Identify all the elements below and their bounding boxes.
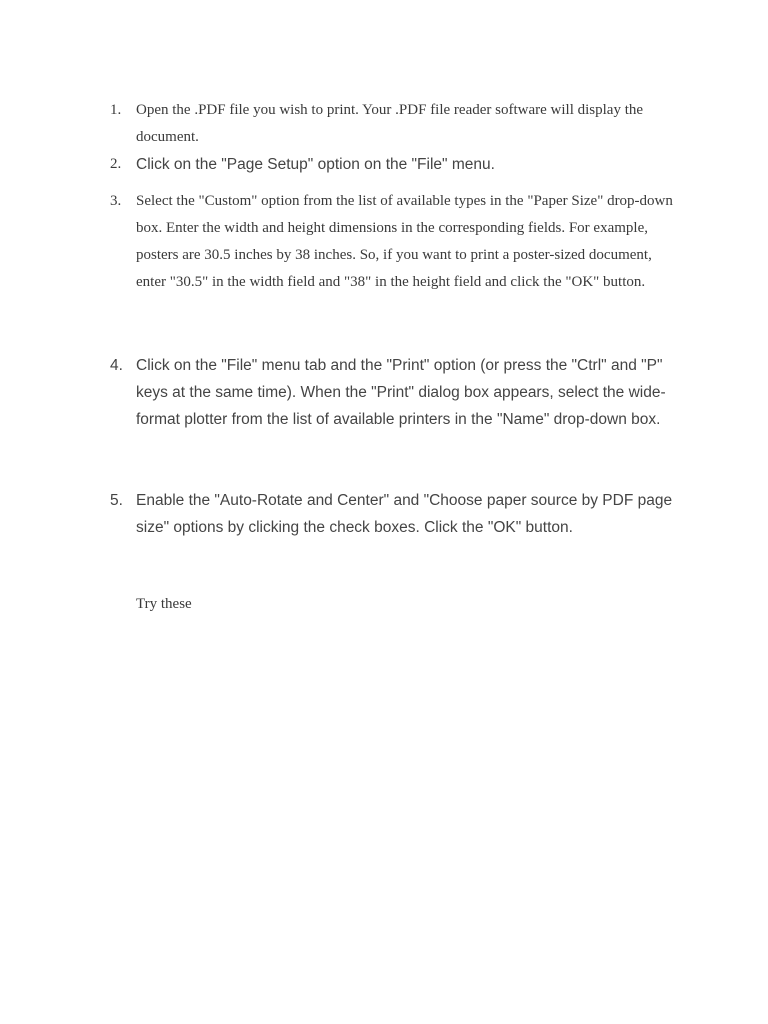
step-2-number: 2. <box>110 156 122 172</box>
footer-text: Try these <box>136 596 192 612</box>
step-1-number: 1. <box>110 102 122 118</box>
step-5-number: 5. <box>110 492 123 509</box>
step-5-text: Enable the "Auto-Rotate and Center" and "Choose paper source by PDF page size" options by clicking the check boxes. Click the "OK" button. <box>136 492 673 536</box>
step-3-number: 3. <box>110 193 122 209</box>
step-4-text: Click on the "File" menu tab and the "Print" option (or press the "Ctrl" and "P" keys at the same time). When the "Print" dialog box appears, select the wide-format plotter from the list of available printers in the "Name" drop-down box. <box>136 357 666 428</box>
step-3-text: Select the "Custom" option from the list of available types in the "Paper Size" drop-down box. Enter the width and height dimensions in the corresponding fields. For example, posters are 30.5 inches by 38 inches. So, if you want to print a poster-sized document, enter "30.5" in the width field and "38" in the height field and click the "OK" button. <box>136 193 673 290</box>
step-2-text: Click on the "Page Setup" option on the "File" menu. <box>136 156 495 173</box>
step-1-text: Open the .PDF file you wish to print. Your .PDF file reader software will display the document. <box>136 102 644 145</box>
step-4-number: 4. <box>110 357 123 374</box>
